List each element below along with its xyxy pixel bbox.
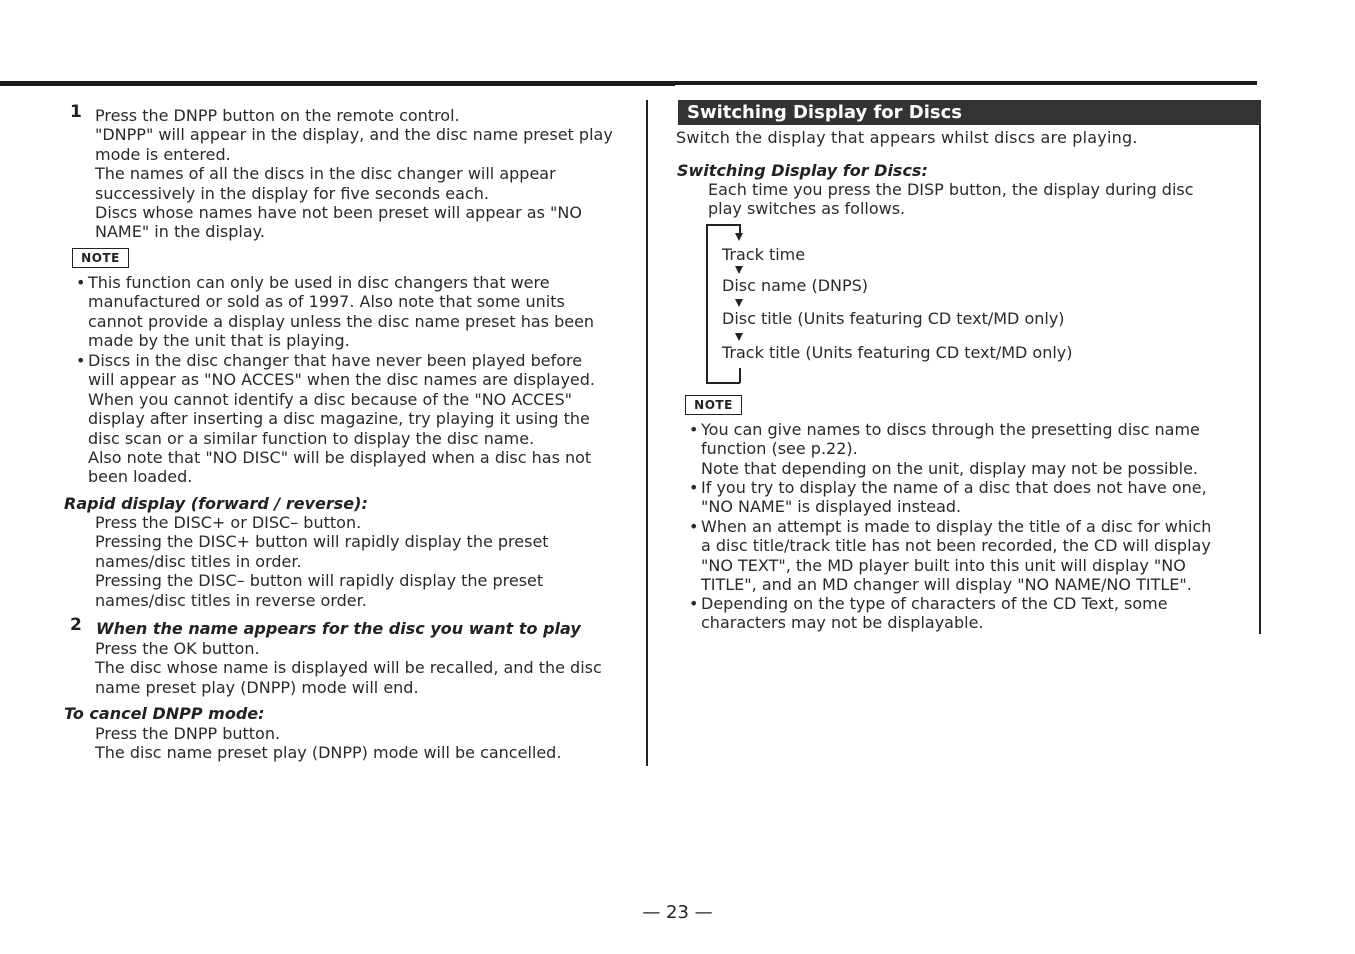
cancel-text [95,724,561,763]
step-number-2: 2 [70,615,82,635]
step1-line: "DNPP" will appear in the display, and the disc name preset play [95,125,613,145]
note-line: "NO NAME" is displayed instead. [701,497,962,517]
note-bullet [689,517,1212,595]
rapid-line: Pressing the DISC– button will rapidly display the preset [95,571,544,591]
note-bullet [76,273,595,351]
bullet-dot: • [76,351,86,370]
note-label-right: NOTE [685,395,742,415]
note-bullet [689,420,1200,478]
note-line: Discs in the disc changer that have never been played before [88,351,583,370]
note-line: If you try to display the name of a disc that does not have one, [701,478,1207,497]
bullet-dot: • [689,594,699,613]
rapid-line: Press the DISC+ or DISC– button. [95,513,362,532]
section-title: Switching Display for Discs [678,100,1261,125]
flow-arrow-icon [735,266,743,274]
cancel-heading: To cancel DNPP mode: [64,704,265,723]
cancel-line: The disc name preset play (DNPP) mode will be cancelled. [95,743,562,763]
rapid-display-heading: Rapid display (forward / reverse): [64,494,368,513]
right-border [1259,100,1261,634]
flow-step-disc-name: Disc name (DNPS) [722,276,869,295]
step2-heading: When the name appears for the disc you want to play [96,619,581,638]
note-line: display after inserting a disc magazine, try playing it using the [88,409,590,429]
step1-line: successively in the display for five seconds each. [95,183,489,203]
note-line: characters may not be displayable. [701,613,984,633]
desc-line: Each time you press the DISP button, the display during disc [708,180,1194,199]
rapid-line: Pressing the DISC+ button will rapidly display the preset [95,532,549,552]
bullet-dot: • [689,478,699,497]
step1-line: Discs whose names have not been preset will appear as "NO [95,202,582,222]
note-line: been loaded. [88,467,193,487]
note-bullet [76,351,596,487]
step2-line: The disc whose name is displayed will be recalled, and the disc [95,658,602,678]
note-line: made by the unit that is playing. [88,331,350,351]
switching-subheading: Switching Display for Discs: [677,161,928,180]
step1-text [95,106,613,242]
flow-arrow-icon [735,233,743,241]
note-line: cannot provide a display unless the disc name preset has been [88,311,595,331]
bullet-dot: • [689,420,699,439]
step2-line: Press the OK button. [95,639,260,658]
rapid-line: names/disc titles in order. [95,551,302,571]
note-line: a disc title/track title has not been recorded, the CD will display [701,536,1211,556]
step2-line: name preset play (DNPP) mode will end. [95,677,419,697]
step1-line: Press the DNPP button on the remote control. [95,106,460,125]
flow-loop-bottom-rise [739,368,741,383]
note-line: manufactured or sold as of 1997. Also note that some units [88,292,565,312]
step2-text [95,639,602,697]
step1-line: NAME" in the display. [95,222,265,242]
note-line: Also note that "NO DISC" will be displayed when a disc has not [88,447,592,467]
step1-line: mode is entered. [95,144,231,164]
step1-line: The names of all the discs in the disc changer will appear [95,164,556,184]
section-intro: Switch the display that appears whilst discs are playing. [676,128,1138,147]
step-number-1: 1 [70,102,82,122]
note-line: Note that depending on the unit, display may not be possible. [701,458,1199,478]
cancel-line: Press the DNPP button. [95,724,281,743]
note-bullet [689,478,1207,517]
column-divider [646,100,648,766]
note-label-left: NOTE [72,248,129,268]
bullet-dot: • [689,517,699,536]
rapid-display-text [95,513,549,610]
note-line: TITLE", and an MD changer will display "NO NAME/NO TITLE". [701,575,1192,595]
flow-arrow-icon [735,299,743,307]
note-line: When an attempt is made to display the title of a disc for which [701,517,1212,536]
note-line: You can give names to discs through the presetting disc name [701,420,1200,439]
flow-arrow-icon [735,333,743,341]
flow-loop-bottom [706,382,740,384]
note-line: "NO TEXT", the MD player built into this unit will display "NO [701,555,1186,575]
note-line: Depending on the type of characters of the CD Text, some [701,594,1168,613]
flow-step-track-title: Track title (Units featuring CD text/MD only) [722,343,1073,362]
flow-loop-top [707,224,740,226]
page-number: — 23 — [642,902,713,923]
desc-line: play switches as follows. [708,199,906,219]
note-line: When you cannot identify a disc because of the "NO ACCES" [88,389,572,409]
note-line: disc scan or a similar function to display the disc name. [88,428,535,448]
switching-desc [708,180,1194,219]
flow-loop-left [706,224,708,383]
bullet-dot: • [76,273,86,292]
note-line: This function can only be used in disc changers that were [88,273,550,292]
top-rule-left [0,81,675,86]
note-bullet [689,594,1168,633]
note-line: will appear as "NO ACCES" when the disc names are displayed. [88,370,596,390]
note-line: function (see p.22). [701,439,858,459]
rapid-line: names/disc titles in reverse order. [95,590,367,610]
flow-step-disc-title: Disc title (Units featuring CD text/MD only) [722,309,1065,328]
top-rule-right [675,81,1257,85]
flow-step-track-time: Track time [722,245,806,264]
